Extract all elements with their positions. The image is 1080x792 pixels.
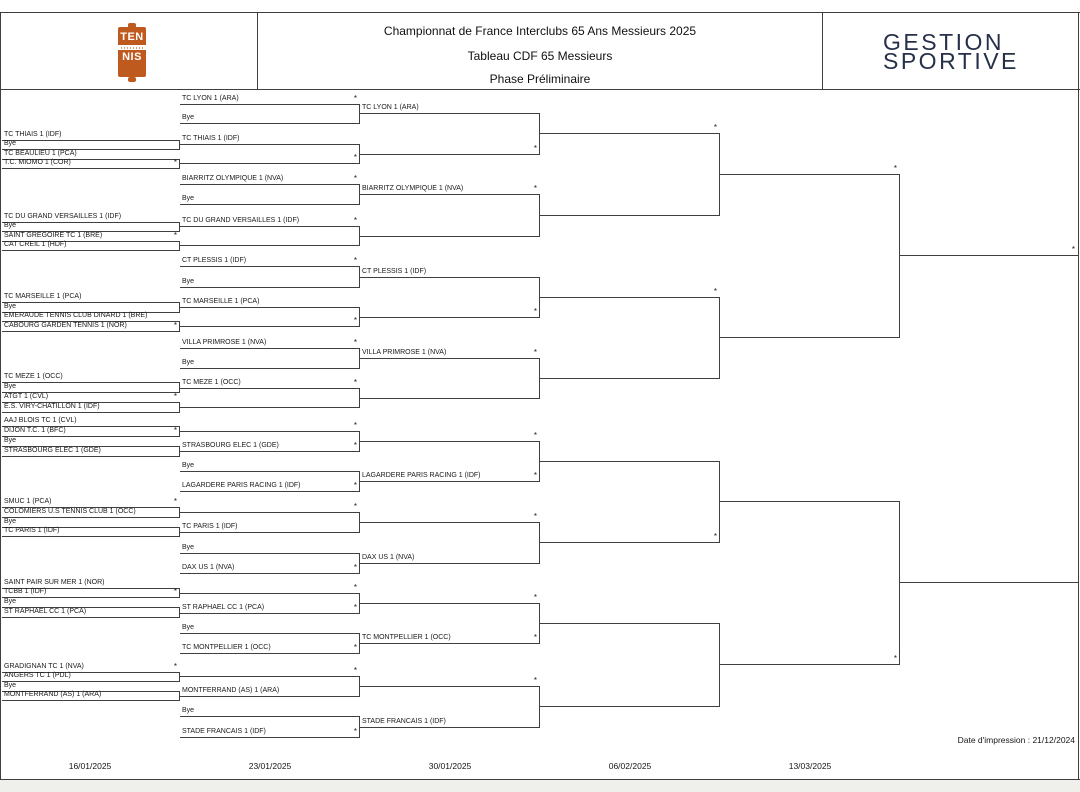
bracket-slot: Bye	[180, 359, 360, 369]
bracket-slot: AAJ BLOIS TC 1 (CVL)	[2, 417, 180, 427]
bracket-slot: *	[900, 246, 1078, 256]
bracket-slot: Bye	[180, 462, 360, 472]
bracket-slot: CT PLESSIS 1 (IDF) *	[180, 257, 360, 267]
bracket-connector	[179, 607, 180, 618]
bracket-slot: *	[360, 308, 540, 318]
draw-title: Tableau CDF 65 Messieurs	[467, 49, 613, 63]
bracket-slot: STRASBOURG ELEC 1 (GDE) *	[180, 442, 360, 452]
bracket-slot: Bye	[180, 544, 360, 554]
bracket-connector	[359, 716, 360, 738]
phase-title: Phase Préliminaire	[489, 72, 591, 86]
bracket-connector	[179, 527, 180, 537]
bracket-slot: ST RAPHAEL CC 1 (PCA)	[2, 608, 180, 618]
bracket-slot: *	[720, 165, 900, 175]
bracket-slot	[900, 573, 1078, 583]
bracket-slot: Bye	[2, 383, 180, 393]
bracket-connector	[179, 402, 180, 413]
bracket-slot: Bye	[2, 598, 180, 608]
bracket-slot: Bye	[2, 303, 180, 313]
bracket-slot: CABOURG GARDEN TENNIS 1 (NOR) *	[2, 322, 180, 332]
bracket-slot: CT PLESSIS 1 (IDF)	[360, 268, 540, 278]
bracket-slot: TC MARSEILLE 1 (PCA)	[2, 293, 180, 303]
bracket-slot: CAT CREIL 1 (HDF)	[2, 241, 180, 251]
gestion-sportive-logo	[883, 29, 1019, 74]
bracket-slot: TC MEZE 1 (OCC)	[2, 373, 180, 383]
bracket-connector	[359, 593, 360, 614]
bracket-connector	[179, 302, 180, 313]
bracket-slot: *	[360, 513, 540, 523]
bracket-slot: *	[360, 594, 540, 604]
bracket-connector	[359, 512, 360, 533]
bracket-slot	[540, 614, 720, 624]
bracket-connector	[179, 140, 180, 150]
bracket-slot: BIARRITZ OLYMPIQUE 1 (NVA) *	[360, 185, 540, 195]
bracket-connector	[539, 603, 540, 644]
bracket-slot: *	[540, 124, 720, 134]
bottom-margin-band	[0, 780, 1080, 792]
bracket-slot: Bye	[2, 518, 180, 528]
bracket-connector	[719, 133, 720, 216]
bracket-slot: TC THIAIS 1 (IDF)	[180, 135, 360, 145]
bracket-connector	[359, 676, 360, 697]
brand-line-1: GESTION	[883, 29, 1005, 55]
bracket-slot: E.S. VIRY-CHATILLON 1 (IDF)	[2, 403, 180, 413]
bracket-connector	[539, 441, 540, 482]
bracket-slot: DAX US 1 (NVA)	[360, 554, 540, 564]
bracket-slot: TC PARIS 1 (IDF)	[180, 523, 360, 533]
header-bottom-border	[0, 89, 1080, 90]
bracket-connector	[899, 501, 900, 665]
bracket-slot: GRADIGNAN TC 1 (NVA) *	[2, 663, 180, 673]
bracket-slot: TC MEZE 1 (OCC) *	[180, 379, 360, 389]
bracket-connector	[179, 691, 180, 701]
round-date: 13/03/2025	[788, 761, 832, 771]
bracket-slot: VILLA PRIMROSE 1 (NVA) *	[180, 339, 360, 349]
bracket-slot: STRASBOURG ELEC 1 (GDE)	[2, 447, 180, 457]
bracket-slot: TC DU GRAND VERSAILLES 1 (IDF)	[2, 213, 180, 223]
bracket-connector	[359, 471, 360, 492]
bracket-connector	[179, 241, 180, 251]
bracket-connector	[899, 174, 900, 338]
bracket-slot: COLOMIERS U.S TENNIS CLUB 1 (OCC)	[2, 508, 180, 518]
bracket-connector	[179, 426, 180, 437]
page-top-border	[0, 12, 1080, 13]
bracket-connector	[359, 388, 360, 408]
bracket-connector	[179, 446, 180, 457]
bracket-slot: TC DU GRAND VERSAILLES 1 (IDF) *	[180, 217, 360, 227]
round-date: 06/02/2025	[608, 761, 652, 771]
page-left-border	[0, 12, 1, 780]
fft-logo-bottom-tab	[128, 77, 136, 82]
bracket-slot: DAX US 1 (NVA) *	[180, 564, 360, 574]
bracket-slot: MONTFERRAND (AS) 1 (ARA)	[180, 687, 360, 697]
bracket-slot: VILLA PRIMROSE 1 (NVA) *	[360, 349, 540, 359]
championship-title: Championnat de France Interclubs 65 Ans Messieurs 2025	[383, 24, 697, 38]
bracket-slot: TC MONTPELLIER 1 (OCC) *	[360, 634, 540, 644]
bracket-connector	[179, 382, 180, 393]
bracket-slot: *	[180, 422, 360, 432]
bracket-connector	[719, 297, 720, 379]
bracket-slot: *	[720, 655, 900, 665]
bracket-slot: SAINT PAIR SUR MER 1 (NOR)	[2, 579, 180, 589]
bracket-connector	[719, 461, 720, 543]
bracket-slot: TC THIAIS 1 (IDF)	[2, 131, 180, 141]
bracket-slot: TC MARSEILLE 1 (PCA)	[180, 298, 360, 308]
bracket-slot: Bye	[180, 195, 360, 205]
bracket-slot: *	[360, 145, 540, 155]
bracket-slot: STADE FRANCAIS 1 (IDF) *	[180, 728, 360, 738]
bracket-connector	[359, 633, 360, 654]
bracket-slot: Bye	[2, 682, 180, 692]
bracket-connector	[359, 184, 360, 205]
fft-logo-band	[118, 45, 146, 50]
bracket-connector	[539, 358, 540, 399]
bracket-connector	[359, 307, 360, 327]
bracket-slot: TC LYON 1 (ARA)	[360, 104, 540, 114]
page-right-border	[1078, 12, 1079, 780]
bracket-slot: Bye	[180, 278, 360, 288]
bracket-slot: *	[360, 677, 540, 687]
bracket-slot: Bye	[180, 114, 360, 124]
bracket-connector	[179, 672, 180, 682]
bracket-connector	[539, 522, 540, 564]
round-date: 30/01/2025	[428, 761, 472, 771]
bracket-connector	[179, 507, 180, 518]
fft-logo-body	[118, 27, 146, 77]
bracket-slot	[720, 492, 900, 502]
bracket-slot: SAINT GREGOIRE TC 1 (BRE) *	[2, 232, 180, 242]
fft-logo-ten: TEN	[120, 31, 144, 43]
bracket-slot: MONTFERRAND (AS) 1 (ARA)	[2, 691, 180, 701]
bracket-connector	[359, 553, 360, 574]
brand-line-2: SPORTIVE	[883, 48, 1019, 74]
bracket-slot	[540, 369, 720, 379]
bracket-slot: Bye	[2, 222, 180, 232]
bracket-connector	[539, 277, 540, 318]
fft-tennis-logo	[118, 23, 146, 82]
bracket-connector	[359, 144, 360, 164]
bracket-connector	[359, 226, 360, 246]
bracket-slot: *	[180, 317, 360, 327]
bracket-slot: BIARRITZ OLYMPIQUE 1 (NVA) *	[180, 175, 360, 185]
bracket-slot: SMUC 1 (PCA) *	[2, 498, 180, 508]
bracket-slot: *	[180, 584, 360, 594]
bracket-slot	[360, 389, 540, 399]
bracket-slot: *	[360, 432, 540, 442]
bracket-slot: ANGERS TC 1 (PDL)	[2, 672, 180, 682]
bracket-slot: *	[180, 503, 360, 513]
bracket-connector	[359, 104, 360, 124]
round-date: 16/01/2025	[68, 761, 112, 771]
bracket-slot	[180, 398, 360, 408]
bracket-slot: TC LYON 1 (ARA) *	[180, 95, 360, 105]
bracket-connector	[179, 222, 180, 232]
bracket-slot: Bye	[180, 707, 360, 717]
bracket-slot: EMERAUDE TENNIS CLUB DINARD 1 (BRE)	[2, 312, 180, 322]
bracket-slot	[540, 452, 720, 462]
bracket-slot: ST RAPHAEL CC 1 (PCA) *	[180, 604, 360, 614]
bracket-slot: *	[180, 667, 360, 677]
bracket-slot: TC MONTPELLIER 1 (OCC) *	[180, 644, 360, 654]
header-separator-right	[822, 12, 823, 89]
bracket-slot: LAGARDERE PARIS RACING 1 (IDF) *	[180, 482, 360, 492]
fft-logo-nis: NIS	[122, 51, 142, 63]
bracket-connector	[539, 113, 540, 155]
bracket-connector	[359, 266, 360, 288]
bracket-slot: *	[540, 533, 720, 543]
bracket-slot: Bye	[180, 624, 360, 634]
bracket-slot	[360, 227, 540, 237]
bracket-slot: DIJON T.C. 1 (BFC) *	[2, 427, 180, 437]
bracket-slot: *	[180, 154, 360, 164]
bracket-slot: STADE FRANCAIS 1 (IDF)	[360, 718, 540, 728]
bracket-slot: TC PARIS 1 (IDF)	[2, 527, 180, 537]
bracket-connector	[539, 686, 540, 728]
bracket-slot: Bye	[2, 437, 180, 447]
round-date: 23/01/2025	[248, 761, 292, 771]
bracket-slot	[720, 328, 900, 338]
bracket-slot: LAGARDERE PARIS RACING 1 (IDF) *	[360, 472, 540, 482]
bracket-connector	[719, 623, 720, 707]
bracket-slot: TCBB 1 (IDF) *	[2, 588, 180, 598]
bracket-connector	[359, 348, 360, 369]
bracket-connector	[539, 194, 540, 237]
bracket-connector	[179, 159, 180, 169]
bracket-connector	[359, 431, 360, 452]
print-date: Date d'impression : 21/12/2024	[957, 735, 1075, 745]
bracket-slot: Bye	[2, 140, 180, 150]
bracket-slot	[540, 206, 720, 216]
bracket-slot: *	[540, 288, 720, 298]
bracket-slot: TC BEAULIEU 1 (PCA)	[2, 150, 180, 160]
bracket-connector	[179, 588, 180, 598]
bracket-slot: ATGT 1 (CVL) *	[2, 393, 180, 403]
bracket-slot	[180, 236, 360, 246]
bracket-slot	[540, 697, 720, 707]
bracket-connector	[179, 321, 180, 332]
bracket-slot: T.C. MIOMO 1 (COR) *	[2, 159, 180, 169]
